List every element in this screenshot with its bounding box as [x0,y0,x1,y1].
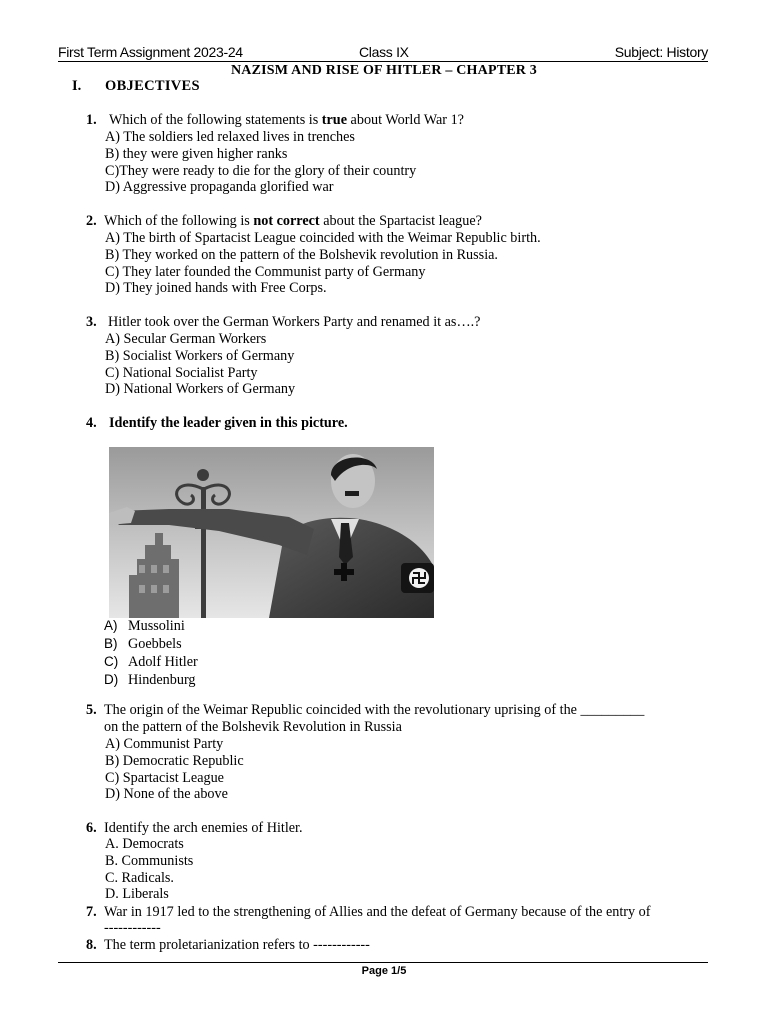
option-text: Goebbels [128,636,182,652]
option: B) they were given higher ranks [105,145,288,162]
option: A) Secular German Workers [105,331,267,347]
option: C) National Socialist Party [105,364,258,381]
option: C) They later founded the Communist party of Germany [105,263,426,280]
question-number: 5. [86,702,97,718]
page-number: Page 1/5 [361,965,407,977]
option [104,635,198,653]
question-number: 2. [86,213,97,229]
option-text: Adolf Hitler [128,654,198,670]
option: A) Communist Party [105,736,224,752]
option: D) None of the above [105,786,228,803]
header-class: Class IX [359,44,409,60]
option-text: Hindenburg [128,672,196,688]
option: D. Liberals [105,886,169,903]
option-letter: B) [104,636,118,651]
option: D) They joined hands with Free Corps. [105,280,327,297]
question-number: 8. [86,937,97,953]
page-header [58,43,708,62]
question-number: 1. [86,112,97,128]
question-stem-line-1: The origin of the Weimar Republic coincided with the revolutionary uprising of the _________ [104,702,645,718]
option: B) They worked on the pattern of the Bolshevik revolution in Russia. [105,246,498,263]
option [104,671,198,689]
question-stem: Identify the arch enemies of Hitler. [104,820,303,836]
question-2-options [105,230,541,297]
question-stem: Which of the following statements is true about World War 1? [109,112,464,128]
section-numeral: I. [72,78,82,94]
question-3-options [105,331,295,398]
question-number: 6. [86,820,97,836]
option: A. Democrats [105,836,184,852]
option: D) Aggressive propaganda glorified war [105,179,334,196]
leader-photo [109,447,434,618]
question-stem-line-1: War in 1917 led to the strengthening of Allies and the defeat of Germany because of the entry of [104,904,651,920]
leader-photo-image [109,447,434,618]
option [104,617,198,635]
question-number: 3. [86,314,97,330]
option-letter: A) [104,618,118,633]
question-1-options [105,129,416,196]
question-stem: Hitler took over the German Workers Party and renamed it as….? [108,314,481,330]
question-4-options [104,617,198,689]
option-letter: C) [104,654,119,669]
question-6-options [105,836,193,903]
option: B) Democratic Republic [105,752,244,769]
option: B. Communists [105,852,194,869]
option-letter: D) [104,672,119,687]
question-number: 4. [86,415,97,431]
header-subject: Subject: History [614,44,708,60]
option: D) National Workers of Germany [105,381,296,398]
option: C. Radicals. [105,869,174,886]
option-text: Mussolini [128,618,185,634]
question-stem: Which of the following is not correct about the Spartacist league? [104,213,482,229]
option: B) Socialist Workers of Germany [105,347,295,364]
option: A) The birth of Spartacist League coincided with the Weimar Republic birth. [105,230,541,246]
page-title: NAZISM AND RISE OF HITLER – CHAPTER 3 [231,63,537,78]
option: C) Spartacist League [105,769,224,786]
header-assignment: First Term Assignment 2023-24 [58,44,243,60]
question-stem-line-2: ------------ [104,920,161,936]
footer-divider [58,962,708,963]
question-stem: The term proletarianization refers to ------------ [104,937,370,953]
question-5-options [105,736,244,803]
question-number: 7. [86,904,97,920]
option: C)They were ready to die for the glory of their country [105,162,417,179]
question-stem: Identify the leader given in this picture. [109,415,348,431]
question-stem-line-2: on the pattern of the Bolshevik Revolution in Russia [104,719,402,735]
section-label: OBJECTIVES [105,78,200,94]
option [104,653,198,671]
option: A) The soldiers led relaxed lives in trenches [105,129,355,145]
